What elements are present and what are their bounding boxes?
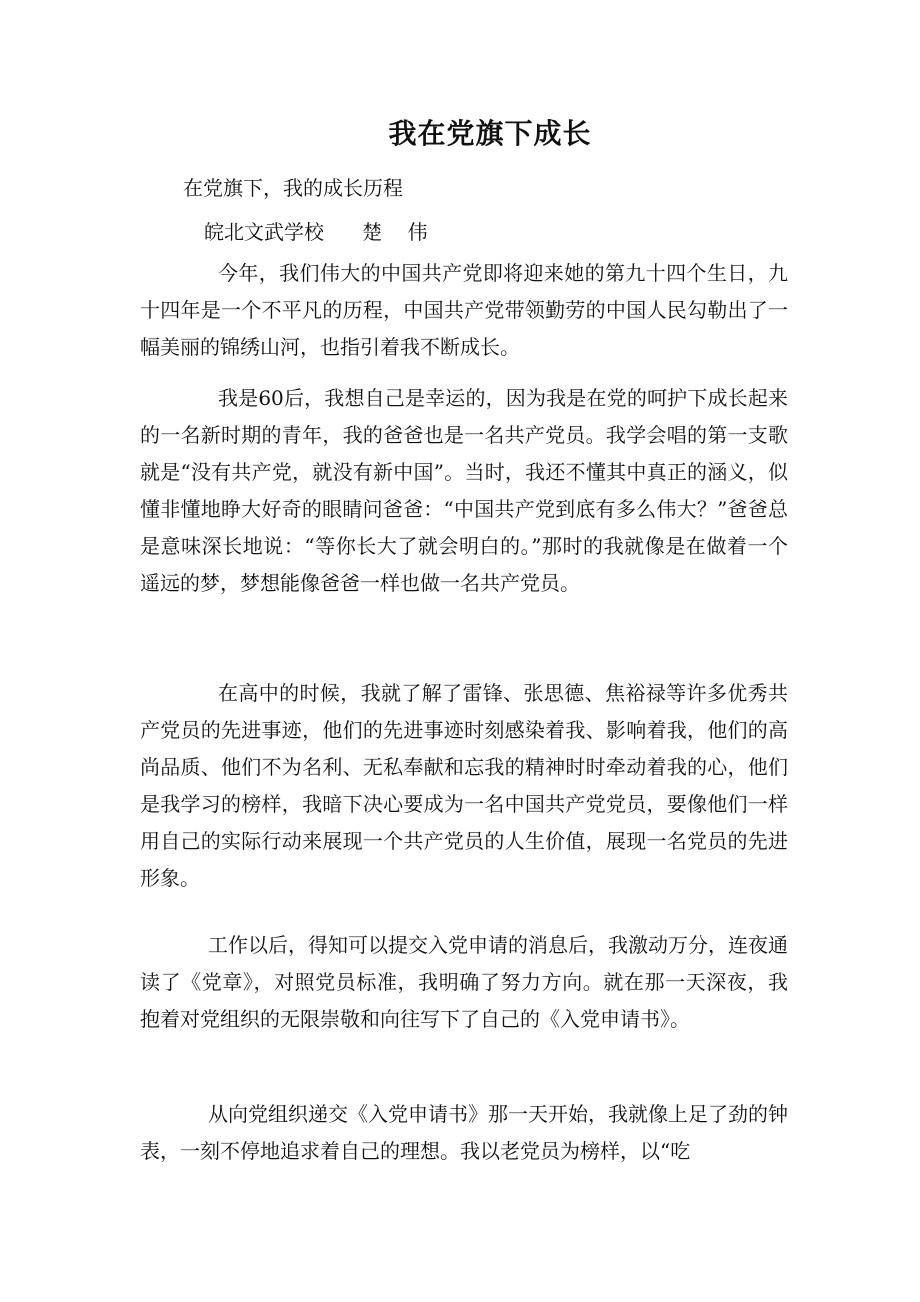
- paragraph-2: 我是60后，我想自己是幸运的，因为我是在党的呵护下成长起来的一名新时期的青年，我的爸爸也是一名共产党员。我学会唱的第一支歌就是“没有共产党，就没有新中国”。当时，我还不懂其中真正的涵义，似懂非懂地睁大好奇的眼睛问爸爸：“中国共产党到底有多么伟大？”爸爸总是意味深长地说：“等你长大了就会明白的。”那时的我就像是在做着一个遥远的梦，梦想能像爸爸一样也做一名共产党员。: [140, 386, 788, 595]
- document-subtitle: 在党旗下，我的成长历程: [183, 176, 403, 200]
- paragraph-4: 工作以后，得知可以提交入党申请的消息后，我激动万分，连夜通读了《党章》，对照党员标准，我明确了努力方向。就在那一天深夜，我抱着对党组织的无限崇敬和向往写下了自己的《入党申请书》。: [140, 933, 788, 1031]
- author-line: 皖北文武学校 楚 伟: [204, 220, 428, 244]
- paragraph-5: 从向党组织递交《入党申请书》那一天开始，我就像上足了劲的钟表，一刻不停地追求着自己的理想。我以老党员为榜样，以“吃: [140, 1102, 788, 1163]
- document-title: 我在党旗下成长: [388, 117, 592, 150]
- paragraph-3: 在高中的时候，我就了解了雷锋、张思德、焦裕禄等许多优秀共产党员的先进事迹，他们的先进事迹时刻感染着我、影响着我，他们的高尚品质、他们不为名利、无私奉献和忘我的精神时时牵动着我的心，他们是我学习的榜样，我暗下决心要成为一名中国共产党党员，要像他们一样用自己的实际行动来展现一个共产党员的人生价值，展现一名党员的先进形象。: [140, 681, 788, 890]
- paragraph-1: 今年，我们伟大的中国共产党即将迎来她的第九十四个生日，九十四年是一个不平凡的历程，中国共产党带领勤劳的中国人民勾勒出了一幅美丽的锦绣山河，也指引着我不断成长。: [140, 261, 788, 359]
